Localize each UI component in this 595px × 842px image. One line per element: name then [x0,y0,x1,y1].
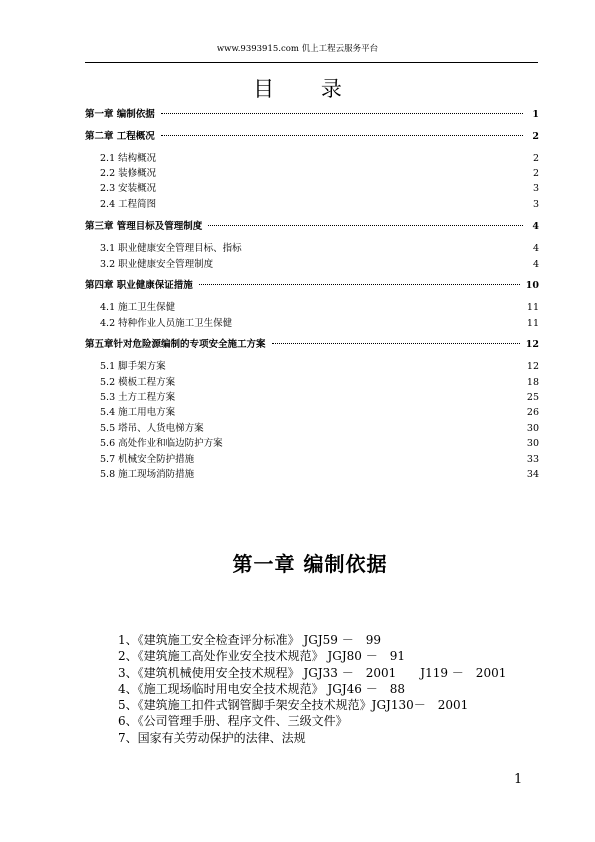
toc-section-entry [85,317,539,331]
toc-section-entry [85,301,539,315]
toc-entry-page: 11 [526,302,539,313]
toc-entry-page: 11 [526,318,539,329]
toc-section-entry [85,406,539,420]
toc-section-entry [85,167,539,181]
toc-entry-page: 4 [532,243,539,254]
chapter-title: 第一章 编制依据 [232,552,388,576]
toc-chapter-entry [85,108,539,122]
toc-section-entry [85,242,539,256]
toc-entry-label: 5.8 施工现场消防措施 [100,469,195,480]
toc-entry-page: 2 [532,153,539,164]
toc-section-entry [85,376,539,390]
toc-leader-dots [161,113,523,114]
toc-entry-page: 4 [532,221,539,232]
toc-section-entry [85,198,539,212]
toc-chapter-entry [85,279,539,293]
reference-item: 5、《建筑施工扣件式钢管脚手架安全技术规范》JGJ130－ 2001 [118,698,469,713]
toc-entry-label: 2.2 装修概况 [100,168,157,179]
toc-section-entry [85,182,539,196]
toc-section-entry [85,437,539,451]
toc-entry-page: 10 [525,280,539,291]
toc-entry-label: 第一章 编制依据 [85,109,155,120]
toc-entry-label: 4.2 特种作业人员施工卫生保健 [100,318,233,329]
page-header: www.9393915.com 仉上工程云服务平台 [216,44,379,54]
toc-entry-page: 25 [526,392,539,403]
toc-title: 目 录 [253,77,362,101]
toc-section-entry [85,152,539,166]
toc-entry-page: 26 [526,407,539,418]
toc-entry-label: 5.7 机械安全防护措施 [100,454,195,465]
toc-entry-page: 1 [532,109,539,120]
page-number: 1 [514,772,523,787]
toc-entry-page: 3 [532,183,539,194]
toc-entry-label: 第四章 职业健康保证措施 [85,280,193,291]
toc-leader-dots [208,225,523,226]
toc-entry-label: 2.3 安装概况 [100,183,157,194]
toc-entry-label: 3.1 职业健康安全管理目标、指标 [100,243,242,254]
toc-entry-label: 5.5 塔吊、人货电梯方案 [100,423,204,434]
toc-entry-label: 2.4 工程简图 [100,199,157,210]
toc-entry-page: 4 [532,259,539,270]
reference-list [118,632,558,746]
toc-entry-label: 3.2 职业健康安全管理制度 [100,259,214,270]
toc-section-entry [85,468,539,482]
toc-entry-page: 12 [525,339,539,350]
toc-entry-label: 5.4 施工用电方案 [100,407,176,418]
toc-entry-label: 5.3 土方工程方案 [100,392,176,403]
toc-entry-label: 5.2 模板工程方案 [100,377,176,388]
toc-entry-page: 34 [526,469,539,480]
toc-section-entry [85,391,539,405]
toc-entry-label: 第五章针对危险源编制的专项安全施工方案 [85,339,266,350]
reference-item: 6、《公司管理手册、程序文件、三级文件》 [118,714,348,729]
toc-entry-label: 4.1 施工卫生保健 [100,302,176,313]
reference-item: 4、《施工现场临时用电安全技术规范》 JGJ46 － 88 [118,681,406,696]
toc-entry-page: 30 [526,438,539,449]
reference-item: 7、国家有关劳动保护的法律、法规 [118,730,306,745]
toc-leader-dots [199,284,520,285]
toc-entry-page: 2 [532,131,539,142]
toc-entry-page: 30 [526,423,539,434]
toc-section-entry [85,453,539,467]
toc-entry-label: 5.6 高处作业和临边防护方案 [100,438,223,449]
header-rule [85,62,538,63]
toc-section-entry [85,258,539,272]
toc-entry-page: 12 [526,361,539,372]
toc-entry-page: 18 [526,377,539,388]
toc-chapter-entry [85,220,539,234]
toc-entry-page: 2 [532,168,539,179]
toc-section-entry [85,422,539,436]
reference-item: 2、《建筑施工高处作业安全技术规范》 JGJ80 － 91 [118,649,406,664]
toc-entry-page: 3 [532,199,539,210]
toc-chapter-entry [85,130,539,144]
reference-item: 3、《建筑机械使用安全技术规程》 JGJ33 － 2001 J119 － 2001 [118,665,507,680]
toc-entry-page: 33 [526,454,539,465]
toc-entry-label: 第三章 管理目标及管理制度 [85,221,203,232]
toc-leader-dots [272,343,520,344]
toc-section-entry [85,360,539,374]
reference-item: 1、《建筑施工安全检查评分标准》 JGJ59 － 99 [118,633,382,647]
toc-entry-label: 5.1 脚手架方案 [100,361,166,372]
toc-leader-dots [161,135,523,136]
toc-entry-label: 第二章 工程概况 [85,131,155,142]
toc-entry-label: 2.1 结构概况 [100,153,157,164]
toc-chapter-entry [85,338,539,352]
